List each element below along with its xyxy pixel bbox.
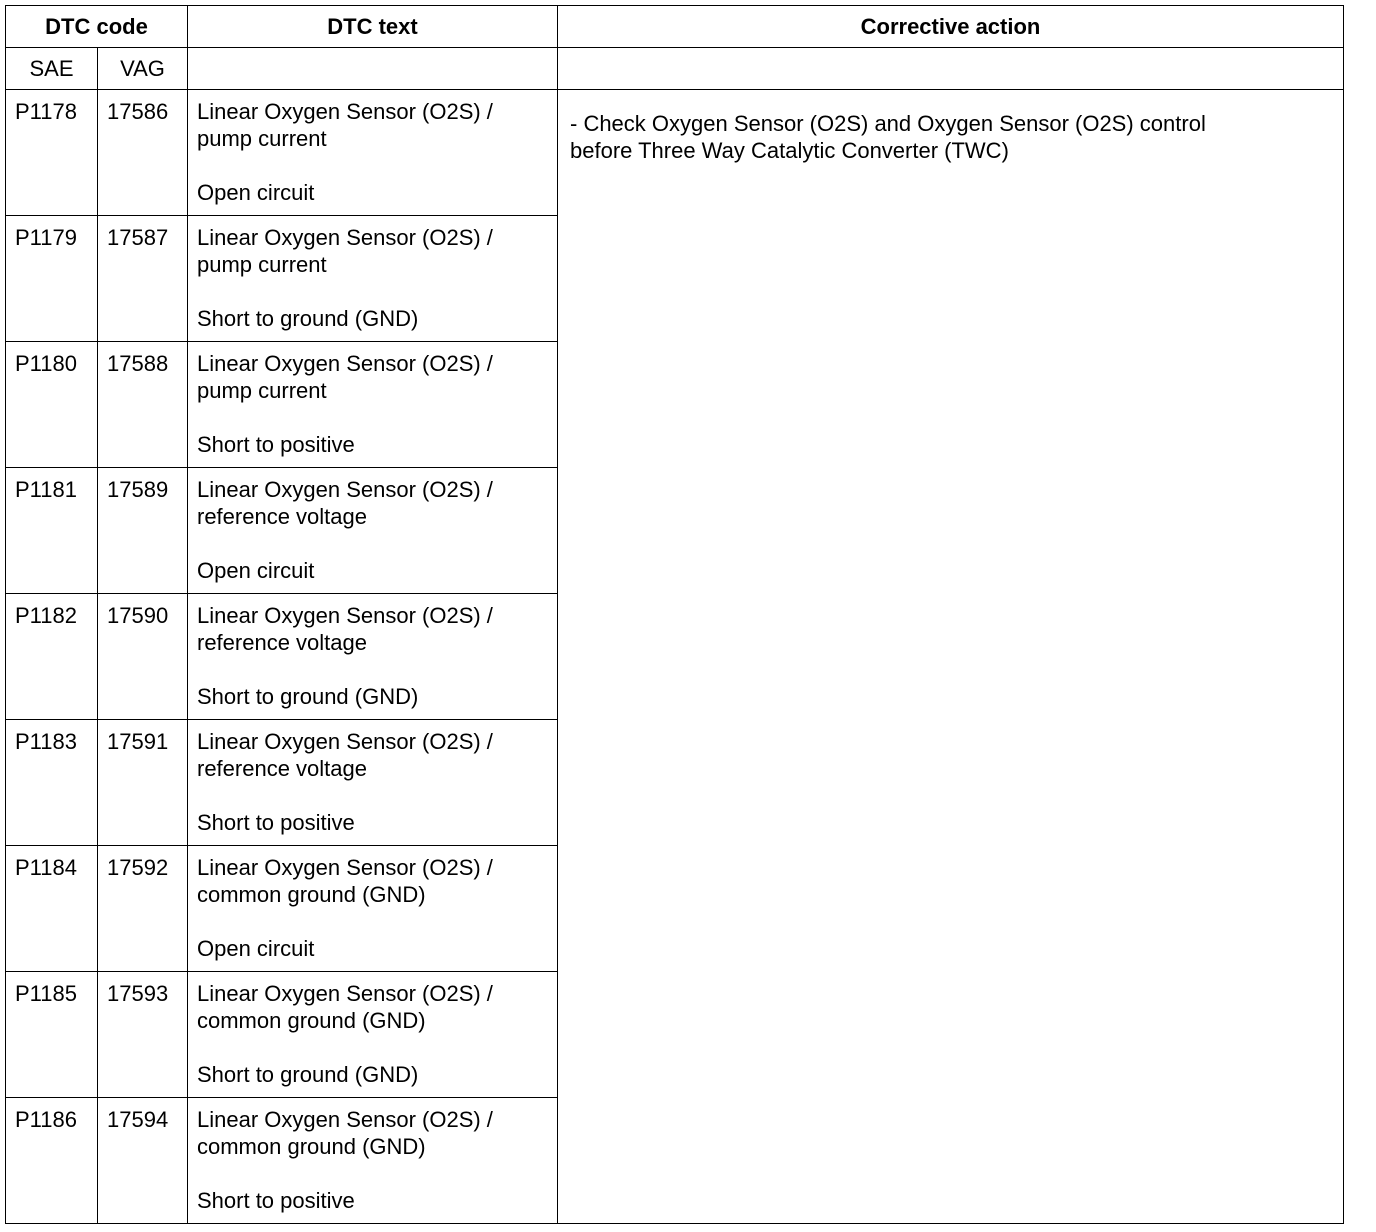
dtc-description-line2: common ground (GND): [197, 1008, 426, 1033]
table-header: [6, 6, 1344, 90]
vag-code: 17591: [98, 720, 188, 846]
dtc-condition: Short to positive: [197, 1188, 355, 1213]
sae-code: P1185: [6, 972, 98, 1098]
dtc-table: [5, 5, 1344, 1224]
sae-code: P1186: [6, 1098, 98, 1224]
vag-code: 17586: [98, 90, 188, 216]
sae-code: P1184: [6, 846, 98, 972]
dtc-description-line2: reference voltage: [197, 756, 367, 781]
dtc-condition: Short to ground (GND): [197, 684, 419, 709]
dtc-description-line1: Linear Oxygen Sensor (O2S) /: [197, 477, 493, 502]
dtc-code-header: DTC code: [6, 6, 188, 48]
sae-code: P1179: [6, 216, 98, 342]
sae-code: P1183: [6, 720, 98, 846]
vag-code: 17588: [98, 342, 188, 468]
dtc-description: [188, 972, 558, 1098]
dtc-condition: Short to positive: [197, 810, 355, 835]
dtc-description: [188, 468, 558, 594]
sae-code: P1180: [6, 342, 98, 468]
dtc-description-line2: pump current: [197, 252, 327, 277]
header-row: [6, 6, 1344, 48]
dtc-description: [188, 1098, 558, 1224]
dtc-description: [188, 216, 558, 342]
dtc-description-line1: Linear Oxygen Sensor (O2S) /: [197, 1107, 493, 1132]
dtc-description: [188, 594, 558, 720]
dtc-description-line2: pump current: [197, 126, 327, 151]
dtc-description-line1: Linear Oxygen Sensor (O2S) /: [197, 855, 493, 880]
corrective-action-subheader-empty: [558, 48, 1344, 90]
dtc-description-line2: common ground (GND): [197, 882, 426, 907]
dtc-description-line1: Linear Oxygen Sensor (O2S) /: [197, 603, 493, 628]
corrective-action-cell: [558, 90, 1344, 1224]
vag-code: 17594: [98, 1098, 188, 1224]
dtc-description-line2: common ground (GND): [197, 1134, 426, 1159]
dtc-condition: Short to ground (GND): [197, 306, 419, 331]
dtc-description: [188, 846, 558, 972]
table-row: [6, 90, 1344, 216]
vag-code: 17589: [98, 468, 188, 594]
dtc-condition: Short to ground (GND): [197, 1062, 419, 1087]
dtc-description: [188, 720, 558, 846]
dtc-description-line1: Linear Oxygen Sensor (O2S) /: [197, 351, 493, 376]
dtc-description-line1: Linear Oxygen Sensor (O2S) /: [197, 225, 493, 250]
dtc-description-line1: Linear Oxygen Sensor (O2S) /: [197, 729, 493, 754]
corrective-action-line1: - Check Oxygen Sensor (O2S) and Oxygen Sensor (O2S) control: [570, 111, 1206, 136]
dtc-description: [188, 342, 558, 468]
sae-header: SAE: [6, 48, 98, 90]
dtc-condition: Open circuit: [197, 180, 315, 205]
vag-code: 17587: [98, 216, 188, 342]
vag-header: VAG: [98, 48, 188, 90]
dtc-condition: Short to positive: [197, 432, 355, 457]
dtc-description-line2: pump current: [197, 378, 327, 403]
table-body: [6, 90, 1344, 1224]
vag-code: 17592: [98, 846, 188, 972]
corrective-action-line2: before Three Way Catalytic Converter (TWC): [570, 138, 1009, 163]
dtc-description-line2: reference voltage: [197, 630, 367, 655]
sae-code: P1182: [6, 594, 98, 720]
dtc-description-line1: Linear Oxygen Sensor (O2S) /: [197, 981, 493, 1006]
dtc-description-line1: Linear Oxygen Sensor (O2S) /: [197, 99, 493, 124]
sae-code: P1181: [6, 468, 98, 594]
dtc-description-line2: reference voltage: [197, 504, 367, 529]
vag-code: 17593: [98, 972, 188, 1098]
dtc-description: [188, 90, 558, 216]
corrective-action-header: Corrective action: [558, 6, 1344, 48]
sae-code: P1178: [6, 90, 98, 216]
dtc-condition: Open circuit: [197, 558, 315, 583]
dtc-condition: Open circuit: [197, 936, 315, 961]
dtc-text-header: DTC text: [188, 6, 558, 48]
subheader-row: [6, 48, 1344, 90]
dtc-text-subheader-empty: [188, 48, 558, 90]
vag-code: 17590: [98, 594, 188, 720]
